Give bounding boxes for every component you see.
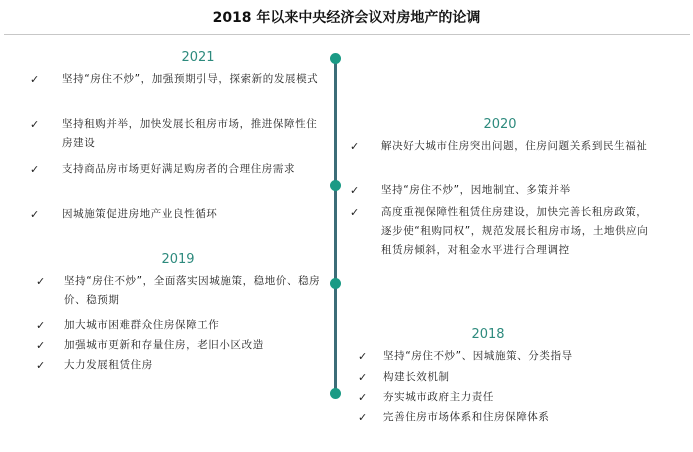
year-label-2020: 2020 — [483, 117, 517, 132]
check-icon: ✓ — [350, 140, 360, 153]
check-icon: ✓ — [358, 371, 368, 384]
list-item: 高度重视保障性租赁住房建设，加快完善长租房政策，逐步使“租购同权”，规范发展长租房市场，土地供应向租赁房倾斜，对租金水平进行合理调控 — [381, 206, 649, 256]
check-icon: ✓ — [30, 208, 40, 221]
list-item: 支持商品房市场更好满足购房者的合理住房需求 — [62, 163, 296, 175]
list-item: 构建长效机制 — [383, 371, 450, 383]
list-item: 完善住房市场体系和住房保障体系 — [383, 411, 550, 423]
list-item: 坚持“房住不炒”，全面落实因城施策，稳地价、稳房价、稳预期 — [64, 275, 321, 306]
list-item: 加大城市困难群众住房保障工作 — [64, 319, 220, 331]
list-item: 坚持“房住不炒”、因城施策、分类指导 — [383, 350, 573, 362]
check-icon: ✓ — [350, 206, 360, 219]
list-item: 坚持“房住不炒”，加强预期引导，探索新的发展模式 — [62, 73, 319, 85]
list-item: 大力发展租赁住房 — [64, 359, 153, 371]
timeline-dot-2018 — [330, 388, 341, 399]
list-item: 加强城市更新和存量住房，老旧小区改造 — [64, 339, 264, 351]
list-item: 坚持“房住不炒”，因地制宜、多策并举 — [381, 184, 571, 196]
check-icon: ✓ — [358, 411, 368, 424]
check-icon: ✓ — [358, 391, 368, 404]
timeline-dot-2019 — [330, 278, 341, 289]
check-icon: ✓ — [36, 275, 46, 288]
check-icon: ✓ — [358, 350, 368, 363]
timeline-dot-2021 — [330, 53, 341, 64]
check-icon: ✓ — [36, 319, 46, 332]
year-label-2021: 2021 — [181, 50, 215, 65]
list-item: 坚持租购并举，加快发展长租房市场，推进保障性住房建设 — [62, 118, 318, 149]
check-icon: ✓ — [36, 359, 46, 372]
list-item: 因城施策促进房地产业良性循环 — [62, 208, 218, 220]
check-icon: ✓ — [350, 184, 360, 197]
list-item: 夯实城市政府主力责任 — [383, 391, 494, 403]
year-label-2019: 2019 — [161, 252, 195, 267]
page-title: 2018 年以来中央经济会议对房地产的论调 — [212, 10, 481, 26]
year-label-2018: 2018 — [471, 327, 505, 342]
timeline-dot-2020 — [330, 180, 341, 191]
check-icon: ✓ — [30, 163, 40, 176]
title-divider — [4, 34, 690, 35]
check-icon: ✓ — [30, 118, 40, 131]
check-icon: ✓ — [36, 339, 46, 352]
timeline-axis — [334, 58, 337, 393]
check-icon: ✓ — [30, 73, 40, 86]
list-item: 解决好大城市住房突出问题，住房问题关系到民生福祉 — [381, 140, 648, 152]
